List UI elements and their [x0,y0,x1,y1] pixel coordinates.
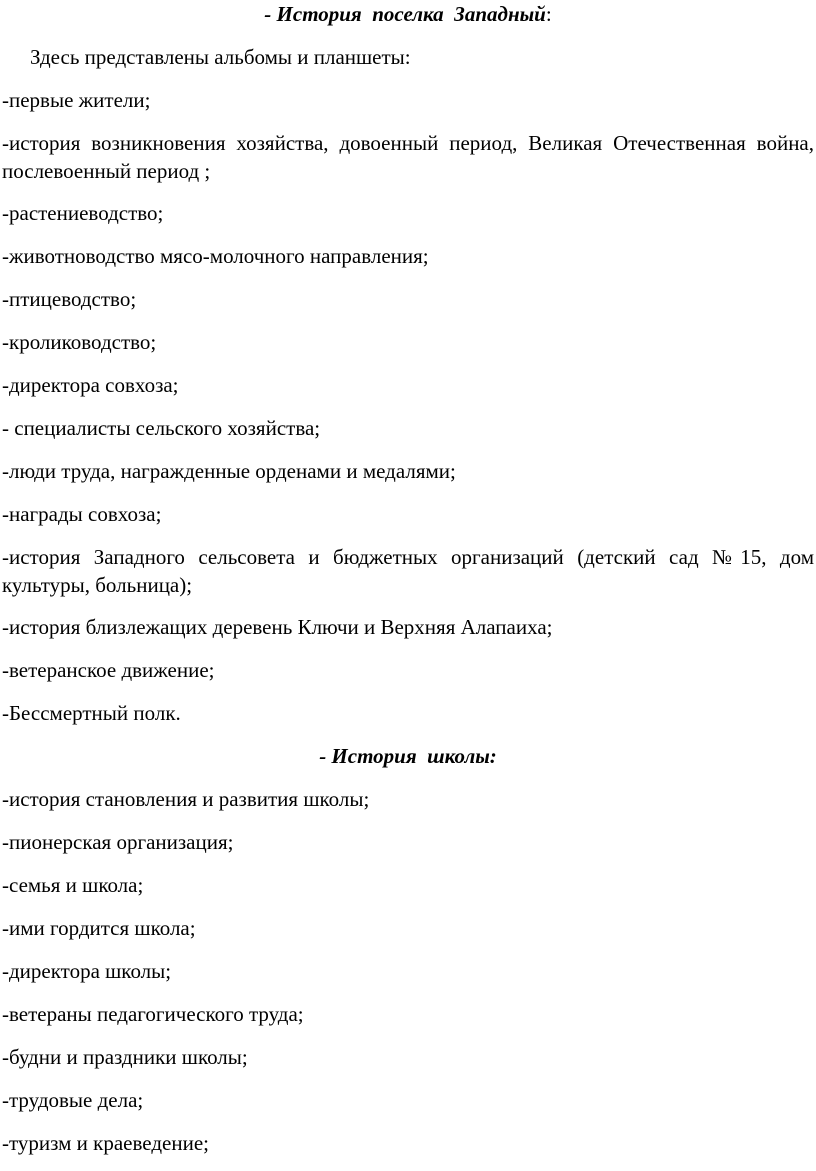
list-item: -история близлежащих деревень Ключи и Верхняя Алапаиха; [2,615,553,639]
list-item: -люди труда, награжденные орденами и медалями; [2,459,456,483]
list-item: -семья и школа; [2,873,144,897]
list-item: -птицеводство; [2,287,137,311]
list-item: -ими гордится школа; [2,916,196,940]
list-item: -награды совхоза; [2,502,162,526]
list-item: - специалисты сельского хозяйства; [2,416,321,440]
list-item: -трудовые дела; [2,1088,144,1112]
list-item: -Бессмертный полк. [2,701,181,725]
list-item: -будни и праздники школы; [2,1045,248,1069]
section-title-school-history: - История школы: [319,744,497,768]
intro-paragraph: Здесь представлены альбомы и планшеты: [30,45,411,69]
list-item: -кролиководство; [2,330,157,354]
list-item: -туризм и краеведение; [2,1131,209,1155]
section-title-colon: : [545,2,552,26]
list-item: -пионерская организация; [2,830,234,854]
list-item: -директора школы; [2,959,172,983]
list-item: -история Западного сельсовета и бюджетных организаций (детский сад №15, дом культуры, больница); [2,545,814,597]
list-item: -ветеранское движение; [2,658,215,682]
list-item: -история становления и развития школы; [2,787,370,811]
section-title-village-history [0,0,816,28]
list-item: -растениеводство; [2,201,164,225]
list-item: -ветераны педагогического труда; [2,1002,304,1026]
list-item: -директора совхоза; [2,373,179,397]
list-item: -первые жители; [2,88,151,112]
section-title-text: - История поселка Западный [264,2,546,26]
list-item: -история возникновения хозяйства, довоенный период, Великая Отечественная война, послевоенный период ; [2,131,814,183]
list-item: -животноводство мясо-молочного направления; [2,244,429,268]
